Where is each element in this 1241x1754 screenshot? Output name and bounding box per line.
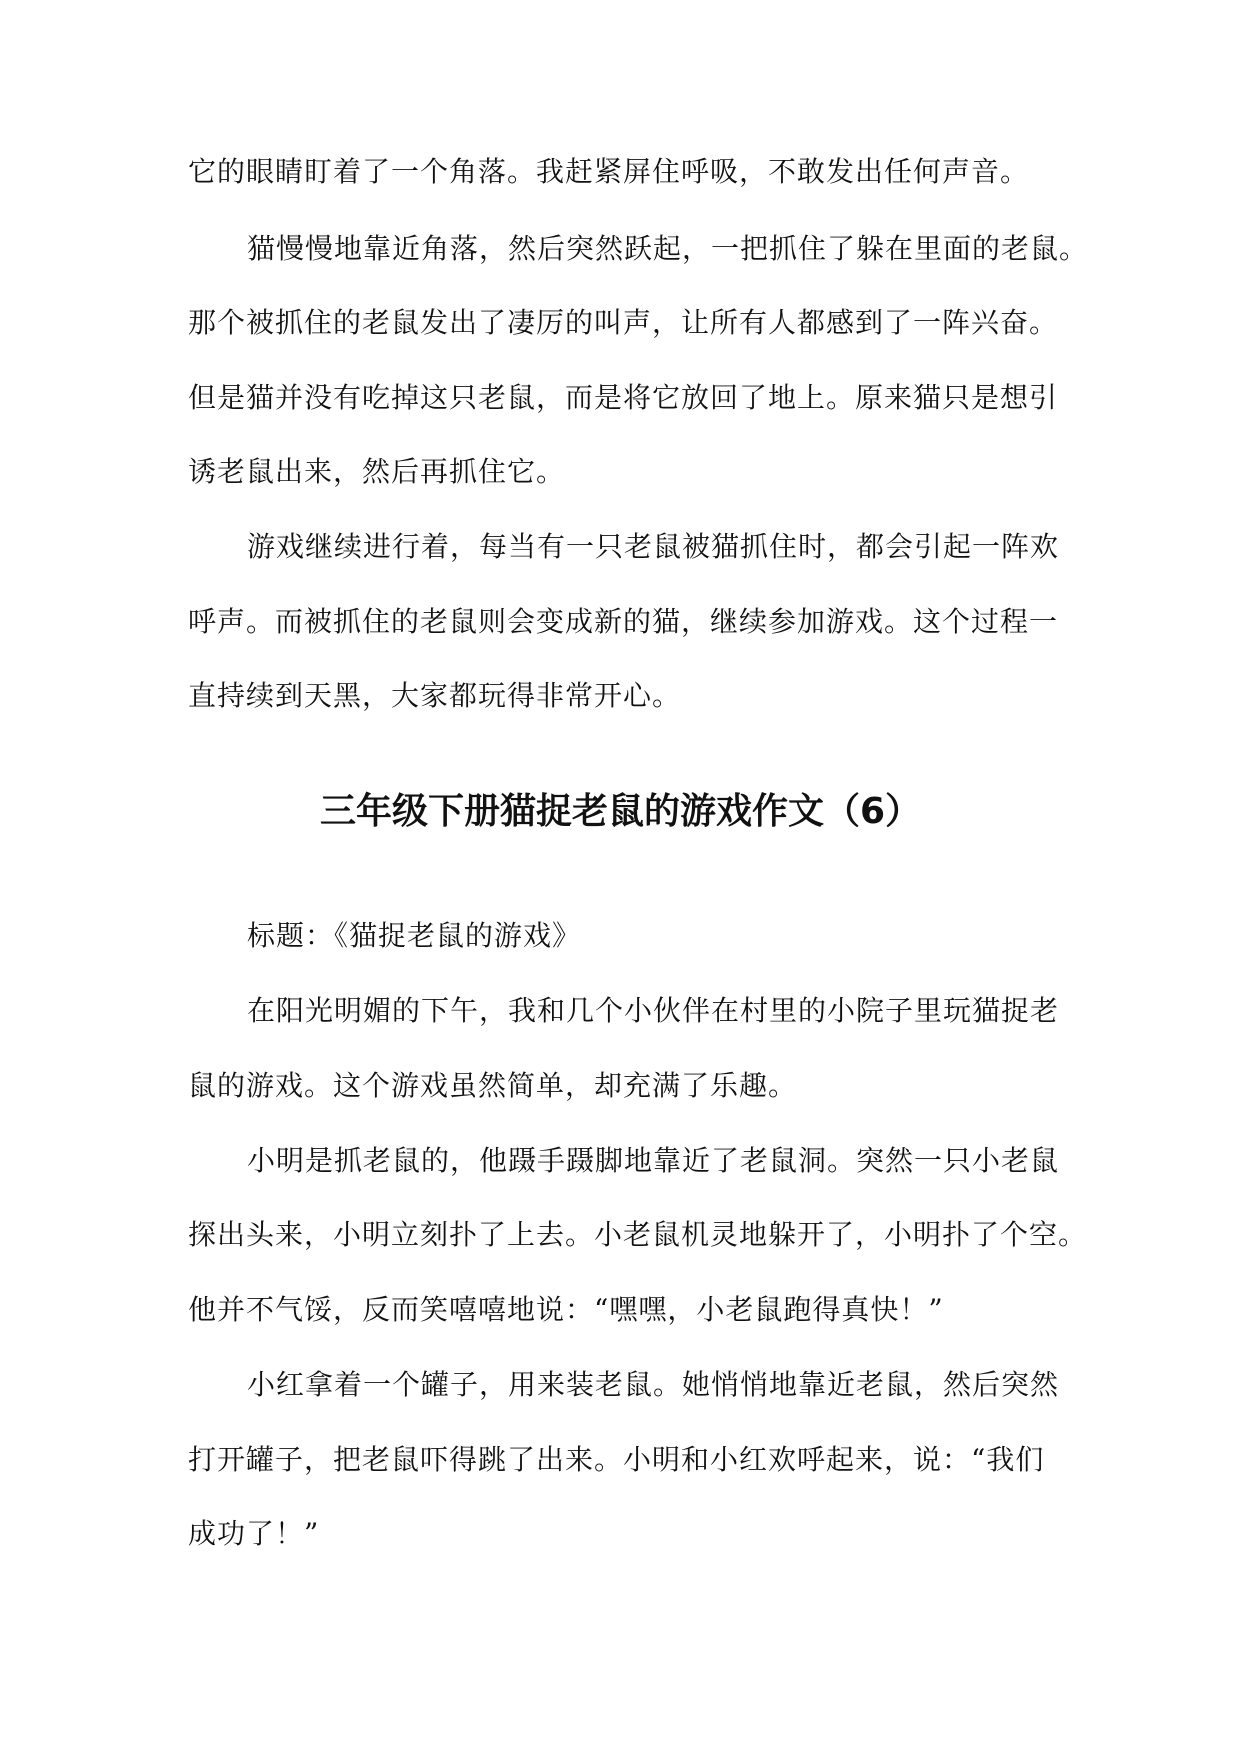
paragraph-line: 它的眼睛盯着了一个角落。我赶紧屏住呼吸，不敢发出任何声音。 [188,155,1030,188]
paragraph-line: 他并不气馁，反而笑嘻嘻地说：“嘿嘿，小老鼠跑得真快！” [188,1293,944,1326]
paragraph-line: 小明是抓老鼠的，他蹑手蹑脚地靠近了老鼠洞。突然一只小老鼠 [247,1144,1060,1177]
paragraph-line: 小红拿着一个罐子，用来装老鼠。她悄悄地靠近老鼠，然后突然 [247,1368,1060,1401]
paragraph-line: 呼声。而被抓住的老鼠则会变成新的猫，继续参加游戏。这个过程一 [188,605,1059,638]
paragraph-line: 但是猫并没有吃掉这只老鼠，而是将它放回了地上。原来猫只是想引 [188,381,1059,414]
paragraph-line: 探出头来，小明立刻扑了上去。小老鼠机灵地躲开了，小明扑了个空。 [188,1218,1088,1251]
paragraph-line: 猫慢慢地靠近角落，然后突然跃起，一把抓住了躲在里面的老鼠。 [247,232,1089,265]
paragraph-line: 成功了！” [188,1517,320,1550]
paragraph-line: 鼠的游戏。这个游戏虽然简单，却充满了乐趣。 [188,1069,798,1102]
paragraph-line: 标题：《猫捉老鼠的游戏》 [247,919,582,952]
paragraph-line: 诱老鼠出来，然后再抓住它。 [188,455,566,488]
paragraph-line: 游戏继续进行着，每当有一只老鼠被猫抓住时，都会引起一阵欢 [247,530,1060,563]
page-title: 三年级下册猫捉老鼠的游戏作文（6） [319,791,922,832]
paragraph-line: 那个被抓住的老鼠发出了凄厉的叫声，让所有人都感到了一阵兴奋。 [188,306,1059,339]
paragraph-line: 在阳光明媚的下午，我和几个小伙伴在村里的小院子里玩猫捉老 [247,994,1060,1027]
paragraph-line: 直持续到天黑，大家都玩得非常开心。 [188,679,682,712]
paragraph-line: 打开罐子，把老鼠吓得跳了出来。小明和小红欢呼起来，说：“我们 [188,1443,1045,1476]
